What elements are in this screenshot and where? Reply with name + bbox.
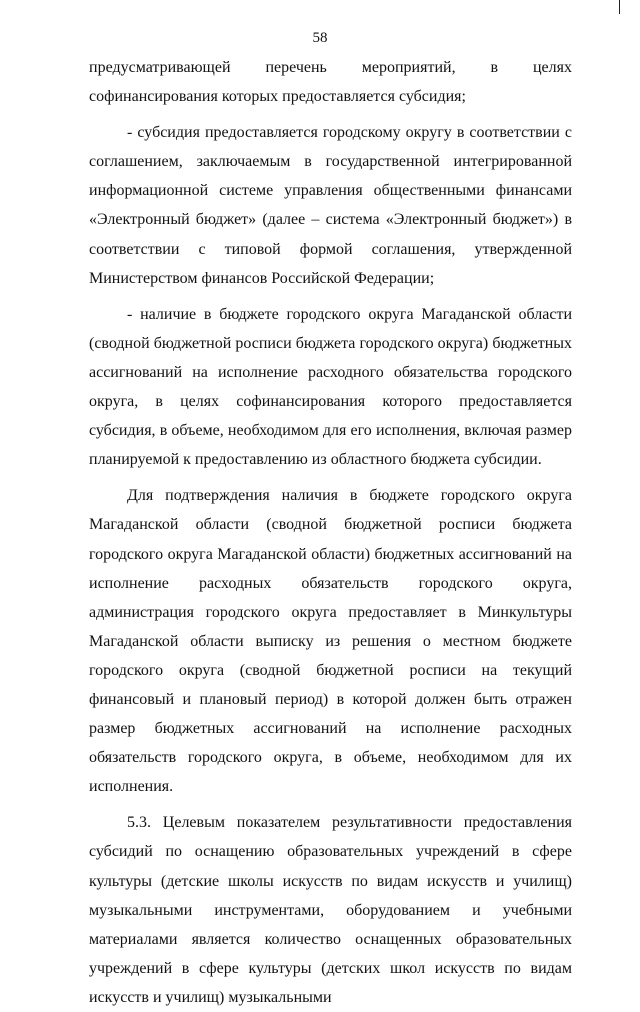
paragraph-subsidy-agreement: - субсидия предоставляется городскому округу в соответствии с соглашением, заключаемым в государственной интегрированной информационной системе управления общественными финансами «Электронный бюджет» (далее – система «Электронный бюджет») в соответствии с типовой формой соглашения, утвержденной Министерством финансов Российской Федерации; bbox=[89, 124, 572, 287]
paragraph-section-5-3: 5.3. Целевым показателем результативности предоставления субсидий по оснащению образовательных учреждений в сфере культуры (детские школы искусств по видам искусств и училищ) музыкальными инструментами, оборудованием и учебными материалами является количество оснащенных образовательных учреждений в сфере культуры (детских школ искусств по видам искусств и училищ) музыкальными bbox=[89, 814, 572, 1006]
page-number: 58 bbox=[312, 30, 328, 46]
paragraph-continuation: предусматривающей перечень мероприятий, в целях софинансирования которых предоставляется субсидия; bbox=[89, 59, 572, 106]
corner-edge-mark bbox=[619, 0, 640, 14]
document-body bbox=[89, 53, 572, 1012]
paragraph-budget-allocations: - наличие в бюджете городского округа Магаданской области (сводной бюджетной росписи бюджета городского округа) бюджетных ассигнований на исполнение расходного обязательства городского округа, в целях софинансирования которого предоставляется субсидия, в объеме, необходимом для его исполнения, включая размер планируемой к предоставлению из областного бюджета субсидии. bbox=[89, 305, 572, 469]
paragraph-confirmation: Для подтверждения наличия в бюджете городского округа Магаданской области (сводной бюджетной росписи бюджета городского округа Магаданской области) бюджетных ассигнований на исполнение расходных обязательств городского округа, администрация городского округа предоставляет в Минкультуры Магаданской области выписку из решения о местном бюджете городского округа (сводной бюджетной росписи на текущий финансовый и плановый период) в которой должен быть отражен размер бюджетных ассигнований на исполнение расходных обязательств городского округа, в объеме, необходимом для их исполнения. bbox=[89, 487, 572, 796]
